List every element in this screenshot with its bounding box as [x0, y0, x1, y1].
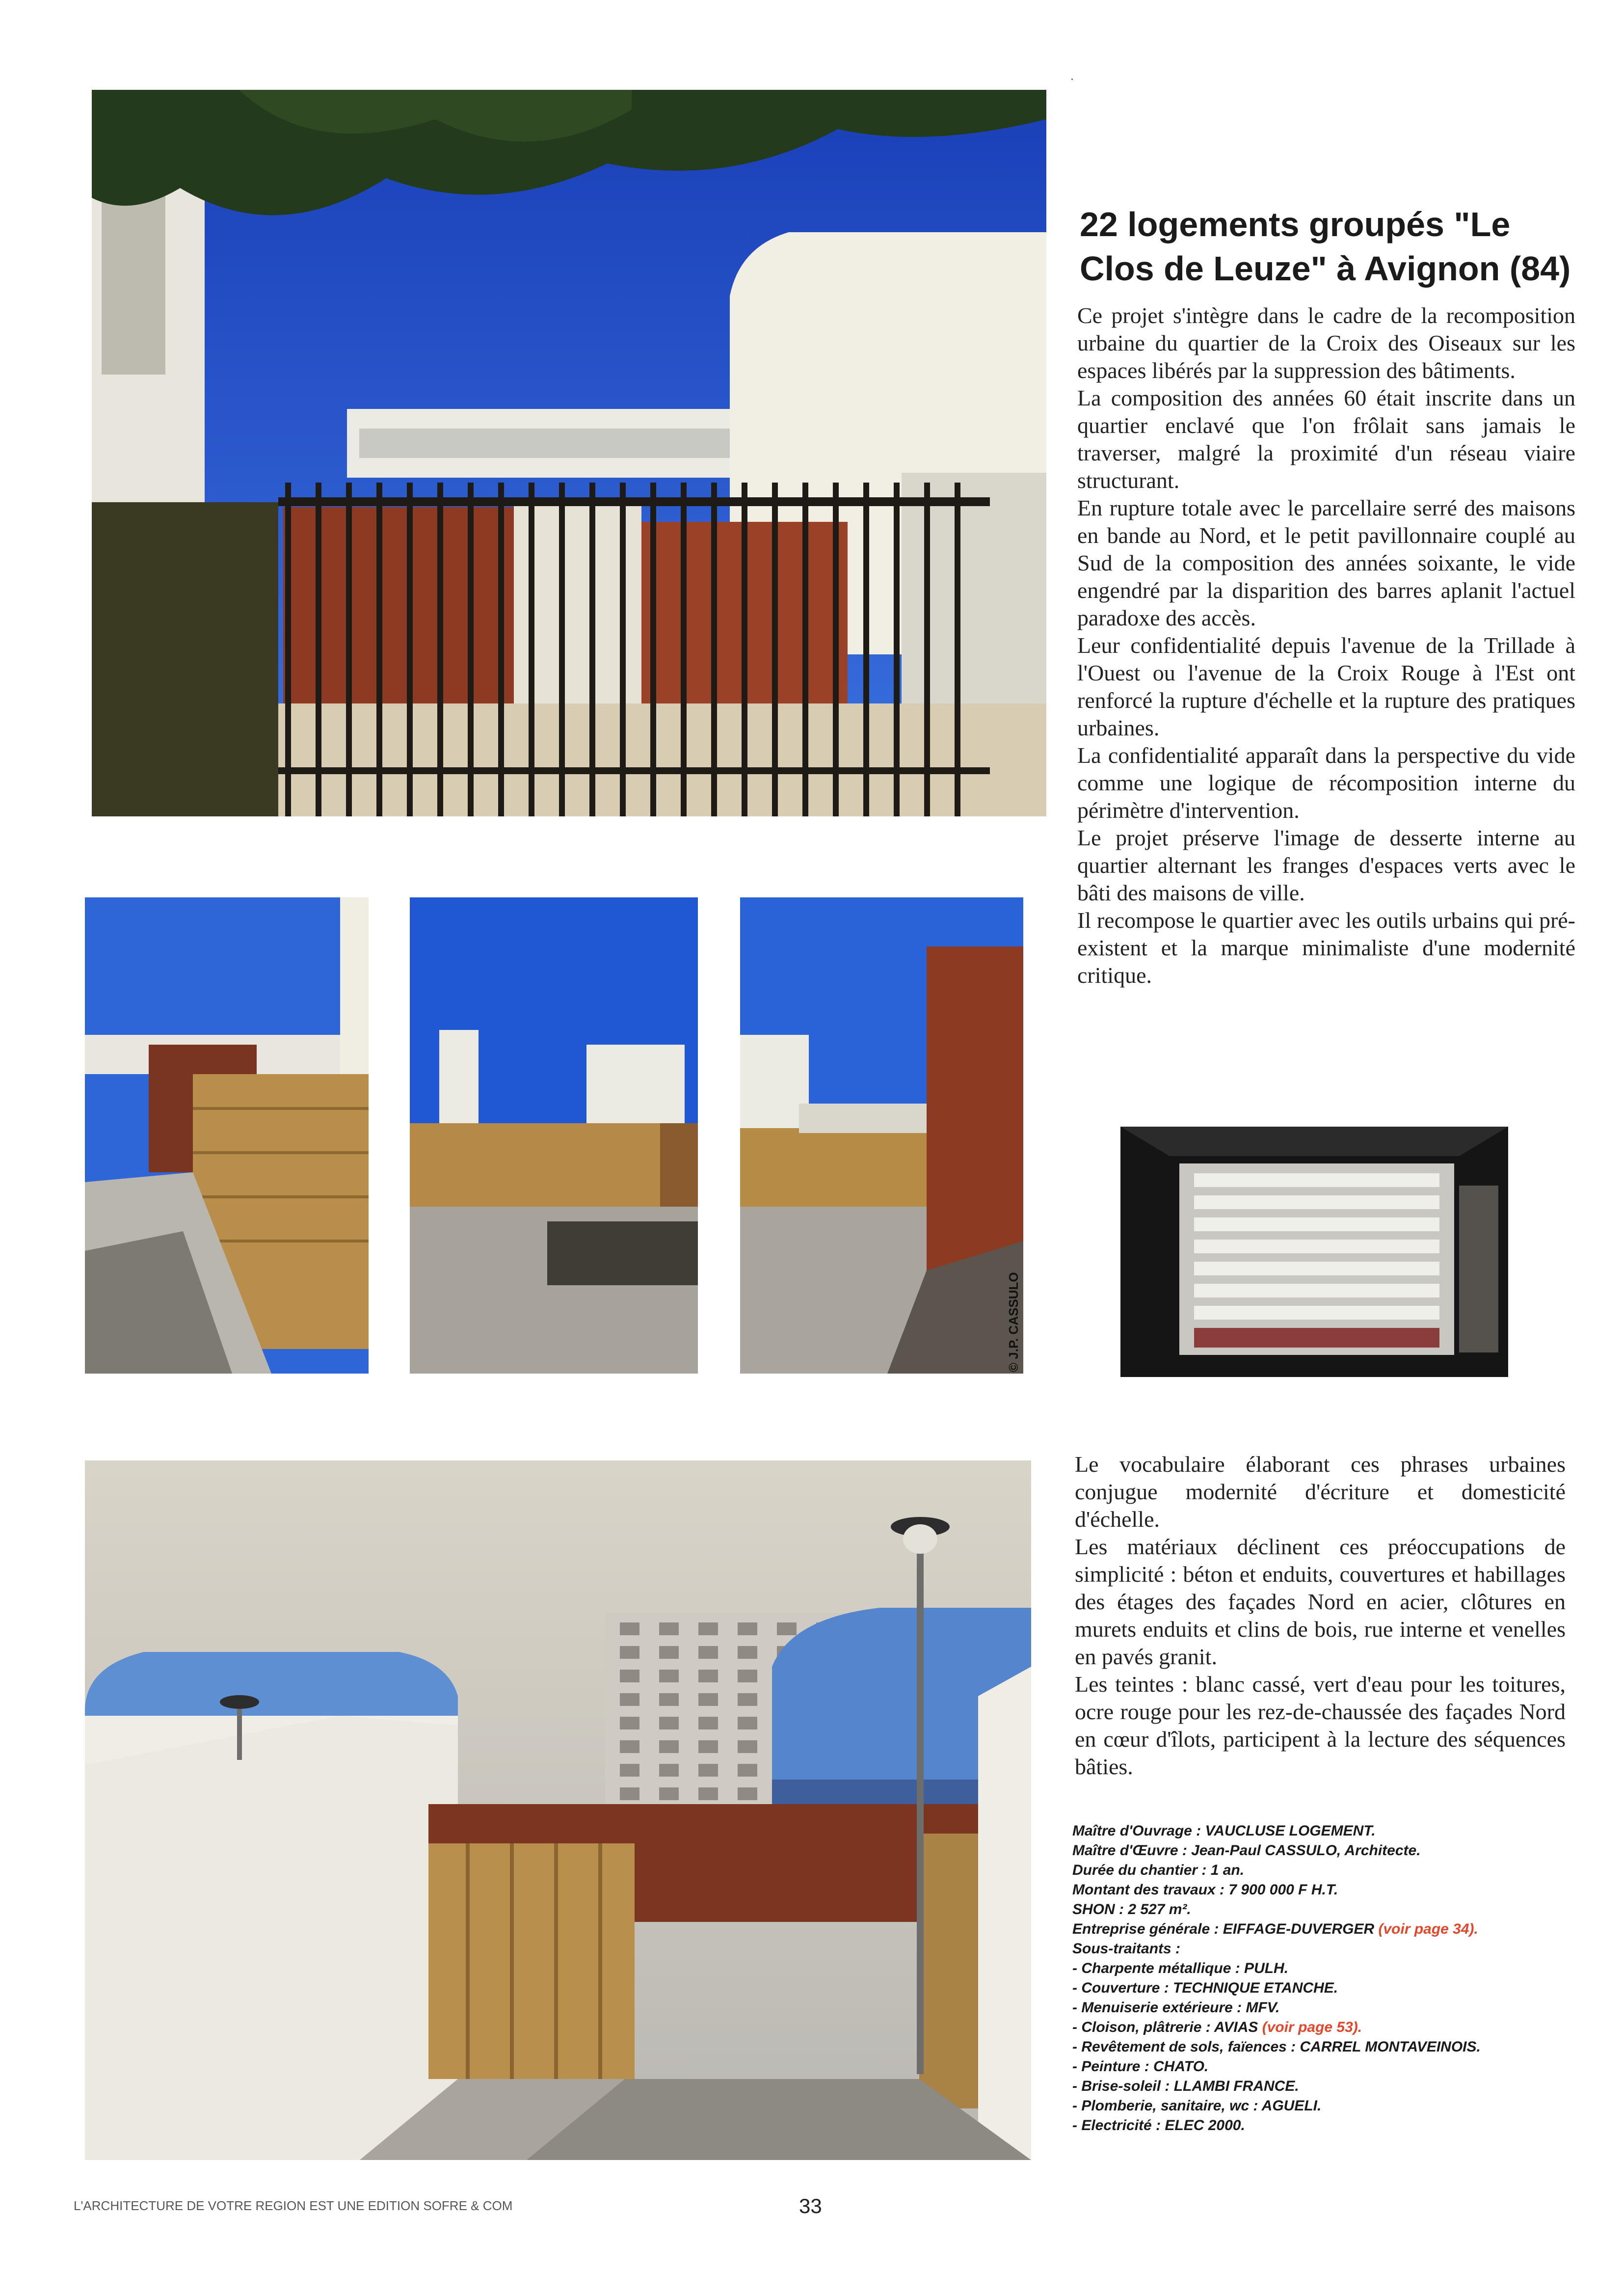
- page-reference: (voir page 34).: [1378, 1921, 1478, 1937]
- credit-line: - Couverture : TECHNIQUE ETANCHE.: [1072, 1980, 1338, 1996]
- lower-paragraph: Le vocabulaire élaborant ces phrases urbaines conjugue modernité d'écriture et domesticité d'échelle.: [1075, 1452, 1566, 1532]
- intro-paragraph: Leur confidentialité depuis l'avenue de la Trillade à l'Ouest ou l'avenue de la Croix Rouge à l'Est ont renforcé la rupture d'échelle et la rupture des pratiques urbaines.: [1077, 633, 1575, 740]
- page-number: 33: [799, 2194, 822, 2217]
- photo-lane-center: [410, 897, 698, 1374]
- credit-line: Durée du chantier : 1 an.: [1072, 1862, 1245, 1878]
- intro-paragraph: Ce projet s'intègre dans le cadre de la recomposition urbaine du quartier de la Croix des Oiseaux sur les espaces libérés par la suppression des bâtiments.: [1077, 303, 1575, 383]
- credit-line: Entreprise générale : EIFFAGE-DUVERGER (voir page 34).: [1072, 1921, 1478, 1937]
- credit-line: Montant des travaux : 7 900 000 F H.T.: [1072, 1882, 1338, 1898]
- photo-credit: © J.P. CASSULO: [1006, 1272, 1021, 1372]
- intro-paragraph: En rupture totale avec le parcellaire serré des maisons en bande au Nord, et le petit pavillonnaire couplé au Sud de la composition des années soixante, le vide engendré par la disparition des barres aplanit l'actuel paradoxe des accès.: [1077, 495, 1575, 630]
- intro-paragraph: La composition des années 60 était inscrite dans un quartier enclavé que l'on frôlait sans jamais le traverser, malgré la proximité d'un réseau viaire structurant.: [1077, 385, 1575, 493]
- photo-lane-left: [85, 897, 369, 1374]
- lower-paragraph: Les teintes : blanc cassé, vert d'eau pour les toitures, ocre rouge pour les rez-de-chaussée des façades Nord en cœur d'îlots, participent à la lecture des séquences bâties.: [1075, 1672, 1566, 1779]
- credit-line: - Charpente métallique : PULH.: [1072, 1960, 1289, 1976]
- photo-street-view: [85, 1460, 1031, 2160]
- intro-paragraph: La confidentialité apparaît dans la perspective du vide comme une logique de récomposition interne du périmètre d'intervention.: [1077, 743, 1575, 823]
- photo-lane-right: [740, 897, 1023, 1374]
- article-intro-text: [1077, 302, 1575, 989]
- intro-paragraph: Il recompose le quartier avec les outils urbains qui pré-existent et la marque minimaliste d'une modernité critique.: [1077, 908, 1575, 988]
- intro-paragraph: Le projet préserve l'image de desserte interne au quartier alternant les franges d'espaces verts avec le bâti des maisons de ville.: [1077, 825, 1575, 905]
- credit-line: - Menuiserie extérieure : MFV.: [1072, 1999, 1280, 2016]
- lower-paragraph: Les matériaux déclinent ces préoccupations de simplicité : béton et enduits, couvertures et habillages des étages des façades Nord en acier, clôtures en murets enduits et clins de bois, rue interne et venelles en pavés granit.: [1075, 1534, 1566, 1669]
- credit-line: Maître d'Ouvrage : VAUCLUSE LOGEMENT.: [1072, 1823, 1376, 1839]
- credit-line: - Brise-soleil : LLAMBI FRANCE.: [1072, 2078, 1299, 2094]
- credit-line: - Revêtement de sols, faïences : CARREL MONTAVEINOIS.: [1072, 2039, 1481, 2055]
- credit-line: - Plomberie, sanitaire, wc : AGUELI.: [1072, 2098, 1322, 2114]
- credit-line: - Cloison, plâtrerie : AVIAS (voir page 53).: [1072, 2019, 1362, 2035]
- project-credits: [1072, 1821, 1588, 2135]
- credit-line: Sous-traitants :: [1072, 1941, 1181, 1957]
- page-reference: (voir page 53).: [1262, 2019, 1362, 2035]
- credit-line: SHON : 2 527 m².: [1072, 1901, 1191, 1918]
- article-title: 22 logements groupés "Le Clos de Leuze" à Avignon (84): [1080, 205, 1571, 288]
- page-mark: [1071, 79, 1073, 80]
- credit-line: Maître d'Œuvre : Jean-Paul CASSULO, Architecte.: [1072, 1842, 1421, 1859]
- credit-line: - Electricité : ELEC 2000.: [1072, 2117, 1245, 2134]
- main-photo-gate: [92, 90, 1046, 816]
- publisher-footer: L'ARCHITECTURE DE VOTRE REGION EST UNE EDITION SOFRE & COM: [74, 2198, 513, 2213]
- credit-line: - Peinture : CHATO.: [1072, 2058, 1209, 2075]
- article-lower-text: [1075, 1451, 1566, 1781]
- photo-window-shutter: [1120, 1127, 1508, 1377]
